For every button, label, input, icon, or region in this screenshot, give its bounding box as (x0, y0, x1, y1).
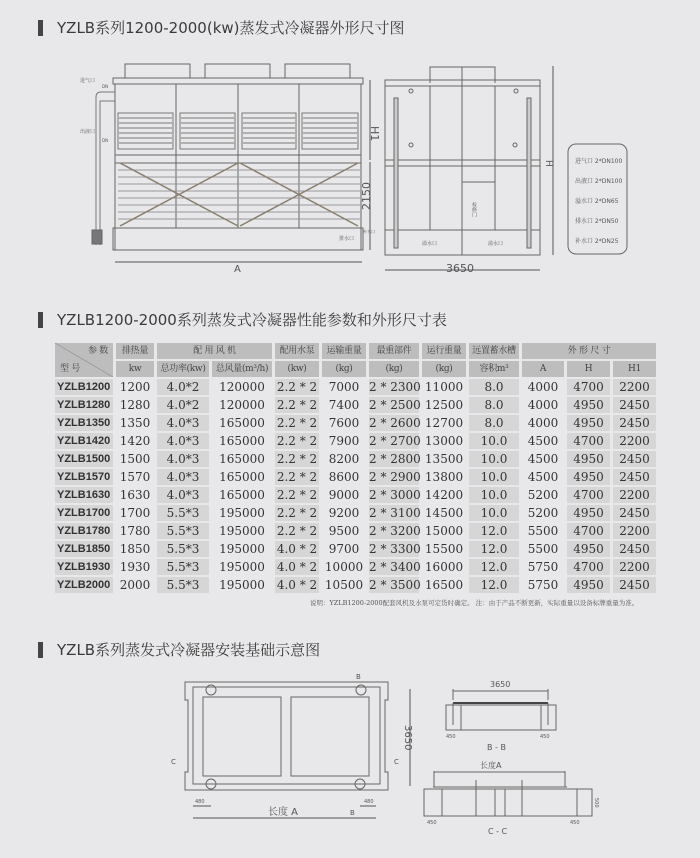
table-cell: 10000 (324, 560, 364, 574)
table-cell: 2.2 * 2 (276, 470, 318, 484)
table-cell: 9200 (328, 506, 360, 520)
table-cell: 4000 (527, 398, 559, 412)
table-cell: 165000 (219, 488, 265, 502)
dims-header: 外 形 尺 寸 (522, 343, 656, 359)
table-cell: 1700 (119, 506, 151, 520)
table-cell: 14500 (424, 506, 464, 520)
front-view-drawing (80, 64, 381, 275)
table-cell: YZLB1350 (55, 415, 113, 431)
tank-unit: 容积m³ (469, 361, 519, 377)
section-cc-drawing (424, 760, 599, 836)
table-cell: 5.5*3 (157, 577, 209, 593)
table-cell: 195000 (219, 542, 265, 556)
table-cell: 4.0*3 (157, 433, 209, 449)
transport-header: 运输重量 (322, 343, 366, 359)
table-cell: 10.0 (469, 487, 519, 503)
table-cell: 195000 (219, 524, 265, 538)
param-model-header (55, 343, 113, 377)
table-cell: 2450 (613, 541, 656, 557)
table-cell: 4500 (527, 470, 559, 484)
table-cell: 8.0 (469, 379, 519, 395)
door-label: 检修门 (471, 202, 477, 217)
table-cell: 7400 (328, 398, 360, 412)
outlet-dn-label: DN (102, 138, 109, 143)
table-cell: 4.0*2 (157, 397, 209, 413)
table-cell: 12500 (424, 398, 464, 412)
dim-length-label: 长度 A (268, 807, 299, 818)
dim-a-header: A (522, 361, 564, 377)
table-cell: YZLB1780 (55, 523, 113, 539)
section-mark-b: B (356, 673, 361, 681)
table-cell: 1200 (119, 380, 151, 394)
dim-2150-label: 2150 (360, 182, 373, 210)
table-row (55, 541, 656, 557)
table-row (55, 451, 656, 467)
table-cell: 195000 (219, 506, 265, 520)
dim-h1-label: H1 (368, 126, 381, 142)
table-cell: YZLB1280 (55, 397, 113, 413)
table-cell: 16500 (424, 578, 464, 592)
pump-header: 配用水泵 (275, 343, 319, 359)
table-cell: 9500 (328, 524, 360, 538)
table-cell: 2 * 3100 (369, 506, 421, 520)
side-view-drawing (385, 66, 627, 275)
table-cell: 2 * 2300 (369, 380, 421, 394)
table-cell: 4.0*3 (157, 469, 209, 485)
table-cell: 8600 (328, 470, 360, 484)
heat-header: 排热量 (116, 343, 154, 359)
fan-header: 配 用 风 机 (157, 343, 272, 359)
dim-label: 450 (540, 734, 550, 740)
heat-unit: kw (116, 361, 154, 377)
overflow-label: 溢水口 (488, 241, 504, 247)
table-row (55, 379, 656, 395)
tank-header: 远置蓄水槽 (469, 343, 519, 359)
table-cell: 5.5*3 (157, 523, 209, 539)
table-cell: YZLB1850 (55, 541, 113, 557)
table-cell: 5200 (527, 506, 559, 520)
table-cell: 2 * 3000 (369, 488, 421, 502)
table-cell: 9000 (328, 488, 360, 502)
fan-air-header: 总风量(m³/h) (212, 361, 272, 377)
table-cell: 1630 (119, 488, 151, 502)
table-row (55, 523, 656, 539)
heaviest-header: 最重部件 (369, 343, 419, 359)
table-cell: 1350 (119, 416, 151, 430)
param-label: 参 数 (88, 346, 108, 356)
table-row (55, 559, 656, 575)
table-cell: 11000 (424, 380, 464, 394)
makeup-label: 补水口 (363, 229, 375, 234)
dim-width-label: 3650 (446, 262, 474, 275)
table-cell: 2200 (613, 559, 656, 575)
table-row (55, 433, 656, 449)
table-cell: 13800 (424, 470, 464, 484)
table-cell: 7600 (328, 416, 360, 430)
table-cell: 4700 (567, 559, 610, 575)
table-cell: 1280 (119, 398, 151, 412)
table-cell: 12.0 (469, 559, 519, 575)
table-cell: 5500 (527, 524, 559, 538)
section-mark-c: C (171, 758, 176, 766)
table-cell: 2200 (613, 523, 656, 539)
table-cell: 2 * 3400 (369, 560, 421, 574)
table-cell: 7000 (328, 380, 360, 394)
table-cell: 2 * 2800 (369, 452, 421, 466)
table-cell: 4.0*3 (157, 451, 209, 467)
table-cell: 8200 (328, 452, 360, 466)
table-row (55, 469, 656, 485)
table-cell: 12.0 (469, 541, 519, 557)
table-cell: 2200 (613, 379, 656, 395)
table-cell: 2 * 3200 (369, 524, 421, 538)
table-cell: 1570 (119, 470, 151, 484)
outlet-label: 出液口 (80, 129, 96, 135)
section-mark-c: C (394, 758, 399, 766)
table-cell: 1500 (119, 452, 151, 466)
table-cell: 1780 (119, 524, 151, 538)
table-cell: 5200 (527, 488, 559, 502)
table-cell: 4950 (567, 451, 610, 467)
table-cell: 165000 (219, 470, 265, 484)
table-cell: 2450 (613, 469, 656, 485)
table-cell: YZLB1630 (55, 487, 113, 503)
table-cell: 165000 (219, 416, 265, 430)
section-title-bb: B - B (487, 743, 506, 752)
table-cell: 2.2 * 2 (276, 452, 318, 466)
table-cell: 2000 (119, 578, 151, 592)
table-cell: 4.0 * 2 (276, 542, 318, 556)
table-cell: 14200 (424, 488, 464, 502)
table-cell: 4500 (527, 452, 559, 466)
table-cell: 4700 (567, 379, 610, 395)
table-cell: 2450 (613, 397, 656, 413)
drain-label: 排水口 (339, 236, 355, 242)
table-cell: 1420 (119, 434, 151, 448)
section-mark-b: B (350, 809, 355, 817)
table-cell: YZLB2000 (55, 577, 113, 593)
table-cell: 5.5*3 (157, 559, 209, 575)
table-cell: 12.0 (469, 577, 519, 593)
inlet-dn-label: DN (102, 84, 109, 89)
table-cell: 2 * 3300 (369, 542, 421, 556)
table-cell: YZLB1700 (55, 505, 113, 521)
table-cell: 16000 (424, 560, 464, 574)
table-cell: 2.2 * 2 (276, 524, 318, 538)
table-row (55, 577, 656, 593)
table-cell: 2 * 2500 (369, 398, 421, 412)
table-cell: 4950 (567, 577, 610, 593)
legend-item: 排水口 2*DN50 (575, 218, 619, 225)
table-cell: 1850 (119, 542, 151, 556)
table-cell: YZLB1500 (55, 451, 113, 467)
heaviest-unit: (kg) (369, 361, 419, 377)
table-cell: 2450 (613, 415, 656, 431)
table-cell: 5.5*3 (157, 541, 209, 557)
table-cell: 2.2 * 2 (276, 434, 318, 448)
table-cell: 5500 (527, 542, 559, 556)
table-row (55, 505, 656, 521)
dim-480-label: 480 (364, 799, 374, 805)
table-cell: 10.0 (469, 505, 519, 521)
table-cell: 2 * 2900 (369, 470, 421, 484)
table-cell: 4700 (567, 487, 610, 503)
table-cell: 165000 (219, 452, 265, 466)
table-cell: YZLB1200 (55, 379, 113, 395)
table-cell: YZLB1570 (55, 469, 113, 485)
overflow-label: 溢水口 (422, 241, 438, 247)
table-cell: 2450 (613, 505, 656, 521)
dim-h-header: H (567, 361, 610, 377)
table-cell: YZLB1420 (55, 433, 113, 449)
table-cell: 2 * 3500 (369, 578, 421, 592)
dim-label: 3650 (490, 680, 511, 689)
table-cell: 4.0*3 (157, 415, 209, 431)
table-cell: 4700 (567, 433, 610, 449)
table-cell: 8.0 (469, 415, 519, 431)
dim-label: 450 (570, 820, 580, 826)
dim-h-label: H (543, 160, 553, 167)
spec-table (52, 341, 659, 595)
table-cell: 4950 (567, 469, 610, 485)
table-cell: 2 * 2700 (369, 434, 421, 448)
table-cell: 120000 (219, 380, 265, 394)
table-cell: 10.0 (469, 451, 519, 467)
table-cell: 195000 (219, 560, 265, 574)
legend-item: 进气口 2*DN100 (575, 158, 623, 165)
inlet-label: 进气口 (80, 78, 96, 84)
table-row (55, 415, 656, 431)
section-title-cc: C - C (488, 827, 508, 836)
table-cell: 2.2 * 2 (276, 416, 318, 430)
table-cell: 2.2 * 2 (276, 488, 318, 502)
table-cell: 5750 (527, 560, 559, 574)
table-cell: 2200 (613, 487, 656, 503)
table-cell: 13000 (424, 434, 464, 448)
table-cell: 2.2 * 2 (276, 380, 318, 394)
transport-unit: (kg) (322, 361, 366, 377)
table-cell: 13500 (424, 452, 464, 466)
dim-480-label: 480 (195, 799, 205, 805)
running-unit: (kg) (422, 361, 466, 377)
table-row (55, 397, 656, 413)
table-cell: 12.0 (469, 523, 519, 539)
dim-label: 长度A (480, 761, 502, 770)
table-cell: 4950 (567, 505, 610, 521)
foundation-plan-drawing (171, 673, 413, 818)
table-cell: 195000 (219, 578, 265, 592)
table-cell: 4950 (567, 415, 610, 431)
dim-3650-label: 3650 (402, 725, 413, 751)
table-cell: 2450 (613, 451, 656, 467)
table-cell: 5.5*3 (157, 505, 209, 521)
table-cell: 2450 (613, 577, 656, 593)
table-cell: 2 * 2600 (369, 416, 421, 430)
table-cell: 10500 (324, 578, 364, 592)
dim-label: 450 (446, 734, 456, 740)
model-label: 型 号 (60, 364, 80, 374)
section-title: YZLB1200-2000系列蒸发式冷凝器性能参数和外形尺寸表 (57, 311, 447, 329)
running-header: 运行重量 (422, 343, 466, 359)
dim-label: 500 (593, 798, 599, 808)
table-cell: 7900 (328, 434, 360, 448)
table-cell: 4500 (527, 434, 559, 448)
dim-label: 450 (427, 820, 437, 826)
section-title: YZLB系列1200-2000(kw)蒸发式冷凝器外形尺寸图 (57, 19, 405, 37)
table-cell: 1930 (119, 560, 151, 574)
table-cell: 120000 (219, 398, 265, 412)
table-cell: 4.0*3 (157, 487, 209, 503)
legend-item: 溢水口 2*DN65 (575, 198, 619, 205)
table-cell: 10.0 (469, 433, 519, 449)
table-cell: 2200 (613, 433, 656, 449)
legend-item: 出液口 2*DN100 (575, 178, 623, 185)
table-row (55, 487, 656, 503)
table-cell: 8.0 (469, 397, 519, 413)
table-cell: 10.0 (469, 469, 519, 485)
table-cell: 165000 (219, 434, 265, 448)
table-cell: 15500 (424, 542, 464, 556)
table-cell: 4700 (567, 523, 610, 539)
dim-h1-header: H1 (613, 361, 656, 377)
table-cell: 2.2 * 2 (276, 398, 318, 412)
table-cell: 9700 (328, 542, 360, 556)
table-cell: 4.0*2 (157, 379, 209, 395)
pump-unit: (kw) (275, 361, 319, 377)
section-bb-drawing (446, 680, 556, 752)
fan-power-header: 总功率(kw) (157, 361, 209, 377)
dim-a-label: A (234, 264, 241, 275)
table-cell: YZLB1930 (55, 559, 113, 575)
legend-item: 补水口 2*DN25 (575, 238, 619, 245)
table-cell: 4.0 * 2 (276, 578, 318, 592)
table-note: 说明：YZLB1200-2000配套风机及水泵可定货时确定。 注：由于产品不断更新，实际重量以设备标牌重量为准。 (310, 599, 639, 607)
table-cell: 12700 (424, 416, 464, 430)
table-cell: 4000 (527, 416, 559, 430)
table-cell: 2.2 * 2 (276, 506, 318, 520)
table-cell: 5750 (527, 578, 559, 592)
table-cell: 15000 (424, 524, 464, 538)
section-title: YZLB系列蒸发式冷凝器安装基础示意图 (57, 641, 321, 659)
table-cell: 4.0 * 2 (276, 560, 318, 574)
table-cell: 4950 (567, 541, 610, 557)
table-cell: 4000 (527, 380, 559, 394)
table-cell: 4950 (567, 397, 610, 413)
